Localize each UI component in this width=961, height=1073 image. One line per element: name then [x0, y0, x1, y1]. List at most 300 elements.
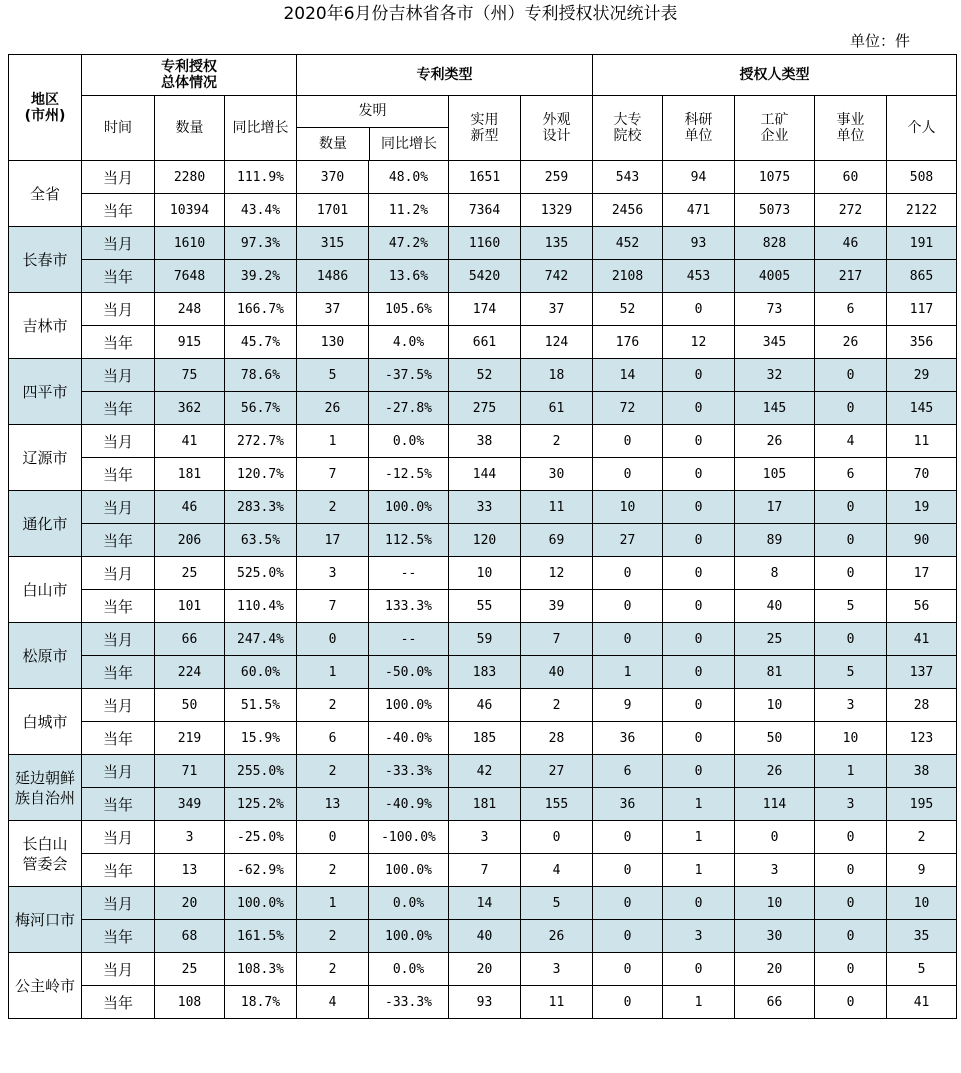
value-cell: 471	[663, 194, 735, 227]
value-cell: 0	[593, 854, 663, 887]
individual-header: 个人	[887, 96, 957, 161]
value-cell: 133.3%	[369, 590, 449, 623]
value-cell: 2	[297, 854, 369, 887]
table-row	[9, 788, 957, 821]
value-cell: 3	[521, 953, 593, 986]
value-cell: 356	[887, 326, 957, 359]
value-cell: 3	[735, 854, 815, 887]
table-row	[9, 524, 957, 557]
value-cell: 0	[593, 986, 663, 1019]
value-cell: 7	[449, 854, 521, 887]
value-cell: 259	[521, 161, 593, 194]
value-cell: 2456	[593, 194, 663, 227]
value-cell: 66	[155, 623, 225, 656]
value-cell: 0.0%	[369, 425, 449, 458]
utility-header: 实用 新型	[449, 96, 521, 161]
value-cell: 108	[155, 986, 225, 1019]
count-header: 数量	[155, 96, 225, 161]
region-cell: 四平市	[9, 359, 82, 425]
period-cell: 当年	[82, 656, 155, 689]
value-cell: -25.0%	[225, 821, 297, 854]
value-cell: 224	[155, 656, 225, 689]
value-cell: 0	[815, 854, 887, 887]
value-cell: 25	[155, 557, 225, 590]
value-cell: 0	[735, 821, 815, 854]
period-cell: 当年	[82, 920, 155, 953]
value-cell: 176	[593, 326, 663, 359]
value-cell: 2	[521, 689, 593, 722]
value-cell: 0	[815, 821, 887, 854]
value-cell: 38	[887, 755, 957, 788]
period-cell: 当月	[82, 425, 155, 458]
value-cell: 3	[815, 788, 887, 821]
value-cell: 20	[735, 953, 815, 986]
value-cell: 30	[735, 920, 815, 953]
value-cell: 10	[735, 689, 815, 722]
value-cell: 0	[663, 359, 735, 392]
value-cell: 247.4%	[225, 623, 297, 656]
invention-label: 发明	[297, 96, 448, 128]
value-cell: 97.3%	[225, 227, 297, 260]
value-cell: 2122	[887, 194, 957, 227]
value-cell: 5	[297, 359, 369, 392]
value-cell: -40.0%	[369, 722, 449, 755]
table-body	[9, 161, 957, 1019]
value-cell: 144	[449, 458, 521, 491]
value-cell: 13.6%	[369, 260, 449, 293]
design-header: 外观 设计	[521, 96, 593, 161]
value-cell: 25	[155, 953, 225, 986]
value-cell: -12.5%	[369, 458, 449, 491]
value-cell: 2	[297, 491, 369, 524]
value-cell: 6	[593, 755, 663, 788]
table-row	[9, 821, 957, 854]
value-cell: 108.3%	[225, 953, 297, 986]
value-cell: 0	[815, 623, 887, 656]
table-row	[9, 755, 957, 788]
table-row	[9, 986, 957, 1019]
value-cell: 111.9%	[225, 161, 297, 194]
value-cell: 0	[593, 458, 663, 491]
value-cell: 6	[815, 458, 887, 491]
value-cell: 0	[663, 623, 735, 656]
value-cell: 1701	[297, 194, 369, 227]
licensee-type-header: 授权人类型	[593, 55, 957, 96]
value-cell: 1	[663, 854, 735, 887]
value-cell: 166.7%	[225, 293, 297, 326]
value-cell: 17	[887, 557, 957, 590]
value-cell: -40.9%	[369, 788, 449, 821]
value-cell: 2	[297, 689, 369, 722]
value-cell: 41	[155, 425, 225, 458]
value-cell: 1160	[449, 227, 521, 260]
value-cell: 10	[449, 557, 521, 590]
value-cell: 0	[815, 392, 887, 425]
period-cell: 当月	[82, 491, 155, 524]
value-cell: 0	[593, 623, 663, 656]
value-cell: 20	[449, 953, 521, 986]
period-cell: 当年	[82, 326, 155, 359]
value-cell: 52	[593, 293, 663, 326]
value-cell: 183	[449, 656, 521, 689]
value-cell: 272	[815, 194, 887, 227]
value-cell: --	[369, 623, 449, 656]
period-cell: 当月	[82, 557, 155, 590]
value-cell: 0	[593, 920, 663, 953]
value-cell: 50	[735, 722, 815, 755]
value-cell: 0	[593, 821, 663, 854]
value-cell: -27.8%	[369, 392, 449, 425]
period-cell: 当月	[82, 689, 155, 722]
value-cell: 124	[521, 326, 593, 359]
institution-header: 事业 单位	[815, 96, 887, 161]
region-cell: 延边朝鲜 族自治州	[9, 755, 82, 821]
value-cell: 38	[449, 425, 521, 458]
value-cell: 4	[521, 854, 593, 887]
value-cell: 39.2%	[225, 260, 297, 293]
value-cell: 1075	[735, 161, 815, 194]
table-row	[9, 854, 957, 887]
region-cell: 白城市	[9, 689, 82, 755]
period-cell: 当年	[82, 194, 155, 227]
value-cell: 17	[297, 524, 369, 557]
value-cell: 1	[297, 425, 369, 458]
value-cell: 217	[815, 260, 887, 293]
value-cell: 3	[663, 920, 735, 953]
value-cell: 0	[663, 722, 735, 755]
value-cell: --	[369, 557, 449, 590]
value-cell: 78.6%	[225, 359, 297, 392]
value-cell: 0	[663, 425, 735, 458]
value-cell: 828	[735, 227, 815, 260]
value-cell: 5	[815, 656, 887, 689]
value-cell: 42	[449, 755, 521, 788]
value-cell: 30	[521, 458, 593, 491]
value-cell: 2108	[593, 260, 663, 293]
table-row	[9, 623, 957, 656]
table-row	[9, 359, 957, 392]
period-cell: 当年	[82, 524, 155, 557]
value-cell: 0	[593, 425, 663, 458]
period-cell: 当月	[82, 953, 155, 986]
table-row	[9, 293, 957, 326]
value-cell: 47.2%	[369, 227, 449, 260]
value-cell: 93	[449, 986, 521, 1019]
period-cell: 当月	[82, 821, 155, 854]
value-cell: 55	[449, 590, 521, 623]
value-cell: 13	[297, 788, 369, 821]
value-cell: 3	[449, 821, 521, 854]
value-cell: 0	[663, 953, 735, 986]
value-cell: 174	[449, 293, 521, 326]
value-cell: 63.5%	[225, 524, 297, 557]
value-cell: 272.7%	[225, 425, 297, 458]
value-cell: 1	[663, 788, 735, 821]
value-cell: 51.5%	[225, 689, 297, 722]
value-cell: 0.0%	[369, 953, 449, 986]
value-cell: 4005	[735, 260, 815, 293]
value-cell: 7648	[155, 260, 225, 293]
table-row	[9, 326, 957, 359]
value-cell: 94	[663, 161, 735, 194]
value-cell: 114	[735, 788, 815, 821]
value-cell: 26	[735, 755, 815, 788]
table-row	[9, 953, 957, 986]
value-cell: 275	[449, 392, 521, 425]
value-cell: 6	[297, 722, 369, 755]
value-cell: 0	[663, 887, 735, 920]
value-cell: 41	[887, 623, 957, 656]
value-cell: 2	[887, 821, 957, 854]
value-cell: 29	[887, 359, 957, 392]
value-cell: 4	[297, 986, 369, 1019]
period-cell: 当月	[82, 887, 155, 920]
value-cell: 18	[521, 359, 593, 392]
period-cell: 当月	[82, 293, 155, 326]
value-cell: 39	[521, 590, 593, 623]
value-cell: 0	[663, 557, 735, 590]
value-cell: 145	[735, 392, 815, 425]
value-cell: 2	[297, 920, 369, 953]
value-cell: 0	[593, 557, 663, 590]
value-cell: 11.2%	[369, 194, 449, 227]
value-cell: 46	[449, 689, 521, 722]
value-cell: 48.0%	[369, 161, 449, 194]
value-cell: 72	[593, 392, 663, 425]
period-cell: 当年	[82, 854, 155, 887]
value-cell: 75	[155, 359, 225, 392]
table-row	[9, 194, 957, 227]
region-cell: 梅河口市	[9, 887, 82, 953]
value-cell: 0	[663, 689, 735, 722]
value-cell: 0	[663, 491, 735, 524]
value-cell: 19	[887, 491, 957, 524]
value-cell: 40	[735, 590, 815, 623]
value-cell: 453	[663, 260, 735, 293]
value-cell: 0	[815, 986, 887, 1019]
value-cell: 543	[593, 161, 663, 194]
value-cell: 0	[815, 491, 887, 524]
value-cell: 0	[593, 887, 663, 920]
value-cell: 66	[735, 986, 815, 1019]
value-cell: 26	[735, 425, 815, 458]
value-cell: 71	[155, 755, 225, 788]
value-cell: 137	[887, 656, 957, 689]
value-cell: 43.4%	[225, 194, 297, 227]
value-cell: 865	[887, 260, 957, 293]
value-cell: 52	[449, 359, 521, 392]
value-cell: 0.0%	[369, 887, 449, 920]
region-cell: 公主岭市	[9, 953, 82, 1019]
value-cell: -100.0%	[369, 821, 449, 854]
value-cell: 27	[593, 524, 663, 557]
value-cell: 5420	[449, 260, 521, 293]
table-row	[9, 161, 957, 194]
value-cell: 120.7%	[225, 458, 297, 491]
region-cell: 松原市	[9, 623, 82, 689]
value-cell: 0	[521, 821, 593, 854]
table-row	[9, 590, 957, 623]
value-cell: 45.7%	[225, 326, 297, 359]
university-header: 大专 院校	[593, 96, 663, 161]
value-cell: 26	[521, 920, 593, 953]
value-cell: 73	[735, 293, 815, 326]
value-cell: 155	[521, 788, 593, 821]
value-cell: 56	[887, 590, 957, 623]
value-cell: 36	[593, 788, 663, 821]
value-cell: 10	[735, 887, 815, 920]
value-cell: 4	[815, 425, 887, 458]
value-cell: 89	[735, 524, 815, 557]
value-cell: 60.0%	[225, 656, 297, 689]
value-cell: 0	[663, 293, 735, 326]
value-cell: -37.5%	[369, 359, 449, 392]
value-cell: 1486	[297, 260, 369, 293]
value-cell: 362	[155, 392, 225, 425]
value-cell: 70	[887, 458, 957, 491]
table-row	[9, 392, 957, 425]
value-cell: 123	[887, 722, 957, 755]
value-cell: 112.5%	[369, 524, 449, 557]
value-cell: 185	[449, 722, 521, 755]
invention-header	[297, 96, 449, 161]
value-cell: 130	[297, 326, 369, 359]
value-cell: 6	[815, 293, 887, 326]
value-cell: -62.9%	[225, 854, 297, 887]
period-cell: 当年	[82, 788, 155, 821]
value-cell: 37	[297, 293, 369, 326]
table-row	[9, 689, 957, 722]
value-cell: 915	[155, 326, 225, 359]
region-cell: 通化市	[9, 491, 82, 557]
value-cell: 10394	[155, 194, 225, 227]
period-cell: 当年	[82, 722, 155, 755]
value-cell: 255.0%	[225, 755, 297, 788]
value-cell: 35	[887, 920, 957, 953]
value-cell: 105.6%	[369, 293, 449, 326]
value-cell: 32	[735, 359, 815, 392]
value-cell: 0	[663, 458, 735, 491]
value-cell: 37	[521, 293, 593, 326]
value-cell: 100.0%	[369, 854, 449, 887]
region-cell: 全省	[9, 161, 82, 227]
value-cell: 14	[449, 887, 521, 920]
page-title: 2020年6月份吉林省各市（州）专利授权状况统计表	[283, 4, 678, 24]
table-row	[9, 425, 957, 458]
value-cell: 1	[593, 656, 663, 689]
value-cell: 508	[887, 161, 957, 194]
value-cell: 10	[593, 491, 663, 524]
value-cell: 181	[449, 788, 521, 821]
value-cell: 370	[297, 161, 369, 194]
value-cell: 46	[155, 491, 225, 524]
value-cell: 0	[663, 755, 735, 788]
value-cell: 0	[593, 590, 663, 623]
value-cell: 2280	[155, 161, 225, 194]
value-cell: 1	[815, 755, 887, 788]
value-cell: 345	[735, 326, 815, 359]
value-cell: 2	[297, 755, 369, 788]
value-cell: 26	[297, 392, 369, 425]
value-cell: 100.0%	[369, 491, 449, 524]
value-cell: 12	[663, 326, 735, 359]
value-cell: 125.2%	[225, 788, 297, 821]
value-cell: 1	[663, 986, 735, 1019]
value-cell: 101	[155, 590, 225, 623]
value-cell: 81	[735, 656, 815, 689]
value-cell: 452	[593, 227, 663, 260]
value-cell: 0	[663, 656, 735, 689]
value-cell: 60	[815, 161, 887, 194]
value-cell: 5073	[735, 194, 815, 227]
value-cell: 3	[297, 557, 369, 590]
region-cell: 长春市	[9, 227, 82, 293]
value-cell: 41	[887, 986, 957, 1019]
value-cell: 2	[297, 953, 369, 986]
table-row	[9, 227, 957, 260]
value-cell: 1	[297, 656, 369, 689]
value-cell: 28	[887, 689, 957, 722]
value-cell: 69	[521, 524, 593, 557]
value-cell: 0	[297, 821, 369, 854]
value-cell: 1651	[449, 161, 521, 194]
invention-yoy-header: 同比增长	[381, 136, 437, 152]
region-cell: 吉林市	[9, 293, 82, 359]
value-cell: 36	[593, 722, 663, 755]
table-row	[9, 920, 957, 953]
value-cell: 7	[297, 590, 369, 623]
value-cell: 11	[521, 986, 593, 1019]
value-cell: 90	[887, 524, 957, 557]
value-cell: 661	[449, 326, 521, 359]
region-header: 地区 (市州)	[9, 55, 82, 161]
value-cell: 10	[887, 887, 957, 920]
value-cell: 117	[887, 293, 957, 326]
value-cell: 7	[297, 458, 369, 491]
value-cell: 315	[297, 227, 369, 260]
value-cell: 11	[887, 425, 957, 458]
value-cell: 8	[735, 557, 815, 590]
value-cell: 145	[887, 392, 957, 425]
value-cell: 28	[521, 722, 593, 755]
table-row	[9, 887, 957, 920]
value-cell: 0	[815, 557, 887, 590]
value-cell: 33	[449, 491, 521, 524]
period-cell: 当月	[82, 227, 155, 260]
value-cell: 2	[521, 425, 593, 458]
value-cell: 5	[887, 953, 957, 986]
table-row	[9, 557, 957, 590]
period-cell: 当年	[82, 986, 155, 1019]
value-cell: 46	[815, 227, 887, 260]
value-cell: 0	[815, 920, 887, 953]
patent-type-header: 专利类型	[297, 55, 593, 96]
table-row	[9, 722, 957, 755]
value-cell: -33.3%	[369, 755, 449, 788]
value-cell: 40	[449, 920, 521, 953]
value-cell: -50.0%	[369, 656, 449, 689]
value-cell: 100.0%	[225, 887, 297, 920]
value-cell: 50	[155, 689, 225, 722]
table-row	[9, 491, 957, 524]
value-cell: 0	[815, 359, 887, 392]
region-cell: 辽源市	[9, 425, 82, 491]
value-cell: 1329	[521, 194, 593, 227]
table-row	[9, 656, 957, 689]
table-header	[9, 55, 957, 161]
industry-header: 工矿 企业	[735, 96, 815, 161]
value-cell: 5	[815, 590, 887, 623]
